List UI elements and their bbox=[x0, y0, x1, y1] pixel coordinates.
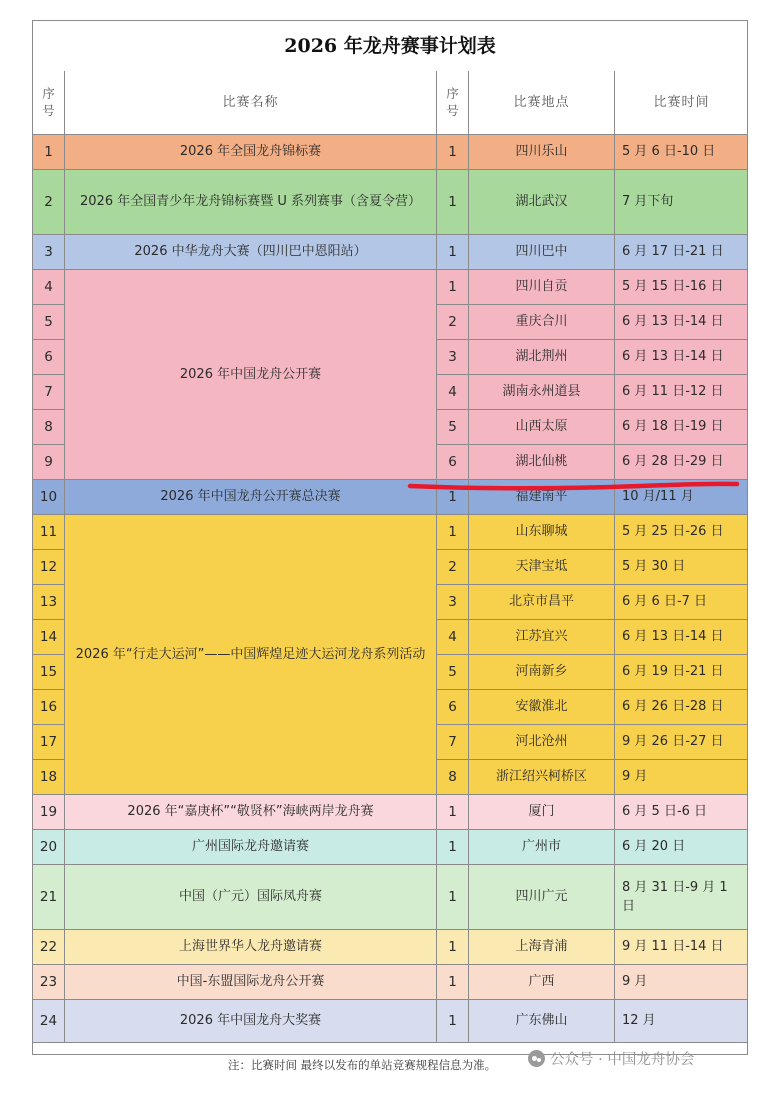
header-time: 比赛时间 bbox=[615, 71, 748, 135]
row-number: 3 bbox=[33, 235, 65, 270]
row-number: 16 bbox=[33, 690, 65, 725]
sub-number: 1 bbox=[437, 270, 469, 305]
sub-number: 6 bbox=[437, 690, 469, 725]
location-cell: 四川广元 bbox=[469, 865, 615, 930]
header-location: 比赛地点 bbox=[469, 71, 615, 135]
sub-number: 1 bbox=[437, 930, 469, 965]
location-cell: 福建南平 bbox=[469, 480, 615, 515]
row-number: 24 bbox=[33, 1000, 65, 1043]
time-cell: 5 月 15 日-16 日 bbox=[615, 270, 748, 305]
row-number: 10 bbox=[33, 480, 65, 515]
sub-number: 1 bbox=[437, 135, 469, 170]
location-cell: 山东聊城 bbox=[469, 515, 615, 550]
row-number: 8 bbox=[33, 410, 65, 445]
time-cell: 6 月 6 日-7 日 bbox=[615, 585, 748, 620]
time-cell: 9 月 bbox=[615, 760, 748, 795]
location-cell: 安徽淮北 bbox=[469, 690, 615, 725]
sub-number: 1 bbox=[437, 865, 469, 930]
row-number: 14 bbox=[33, 620, 65, 655]
row-number: 22 bbox=[33, 930, 65, 965]
sub-number: 3 bbox=[437, 585, 469, 620]
sub-number: 7 bbox=[437, 725, 469, 760]
location-cell: 上海青浦 bbox=[469, 930, 615, 965]
row-number: 19 bbox=[33, 795, 65, 830]
row-number: 9 bbox=[33, 445, 65, 480]
time-cell: 8 月 31 日-9 月 1 日 bbox=[615, 865, 748, 930]
event-name-cell: 2026 年“嘉庚杯”“敬贤杯”海峡两岸龙舟赛 bbox=[65, 795, 437, 830]
time-cell: 6 月 17 日-21 日 bbox=[615, 235, 748, 270]
sub-number: 4 bbox=[437, 375, 469, 410]
time-cell: 6 月 13 日-14 日 bbox=[615, 620, 748, 655]
sub-number: 5 bbox=[437, 410, 469, 445]
time-cell: 6 月 28 日-29 日 bbox=[615, 445, 748, 480]
row-number: 1 bbox=[33, 135, 65, 170]
row-number: 5 bbox=[33, 305, 65, 340]
header-seq: 序 号 bbox=[33, 71, 65, 135]
row-number: 4 bbox=[33, 270, 65, 305]
sub-number: 1 bbox=[437, 235, 469, 270]
location-cell: 厦门 bbox=[469, 795, 615, 830]
event-name-cell: 2026 年全国青少年龙舟锦标赛暨 U 系列赛事（含夏令营） bbox=[65, 170, 437, 235]
sub-number: 3 bbox=[437, 340, 469, 375]
location-cell: 江苏宜兴 bbox=[469, 620, 615, 655]
event-name-cell: 2026 年中国龙舟公开赛 bbox=[65, 270, 437, 480]
sub-number: 1 bbox=[437, 1000, 469, 1043]
location-cell: 天津宝坻 bbox=[469, 550, 615, 585]
location-cell: 四川乐山 bbox=[469, 135, 615, 170]
time-cell: 9 月 bbox=[615, 965, 748, 1000]
location-cell: 河南新乡 bbox=[469, 655, 615, 690]
time-cell: 6 月 18 日-19 日 bbox=[615, 410, 748, 445]
page-title: 2026 年龙舟赛事计划表 bbox=[33, 21, 747, 72]
footnote: 注：比赛时间 最终以发布的单站竞赛规程信息为准。 bbox=[228, 1058, 497, 1072]
sub-number: 1 bbox=[437, 480, 469, 515]
row-number: 17 bbox=[33, 725, 65, 760]
location-cell: 山西太原 bbox=[469, 410, 615, 445]
row-number: 20 bbox=[33, 830, 65, 865]
event-name-cell: 中国（广元）国际凤舟赛 bbox=[65, 865, 437, 930]
time-cell: 9 月 11 日-14 日 bbox=[615, 930, 748, 965]
sub-number: 1 bbox=[437, 170, 469, 235]
watermark-text: 公众号 · 中国龙舟协会 bbox=[550, 1052, 695, 1068]
event-name-cell: 中国-东盟国际龙舟公开赛 bbox=[65, 965, 437, 1000]
sub-number: 1 bbox=[437, 515, 469, 550]
location-cell: 浙江绍兴柯桥区 bbox=[469, 760, 615, 795]
schedule-table bbox=[32, 20, 748, 1055]
time-cell: 9 月 26 日-27 日 bbox=[615, 725, 748, 760]
row-number: 7 bbox=[33, 375, 65, 410]
event-name-cell: 广州国际龙舟邀请赛 bbox=[65, 830, 437, 865]
row-number: 11 bbox=[33, 515, 65, 550]
location-cell: 湖南永州道县 bbox=[469, 375, 615, 410]
row-number: 21 bbox=[33, 865, 65, 930]
row-number: 18 bbox=[33, 760, 65, 795]
event-name-cell: 2026 年“行走大运河”——中国辉煌足迹大运河龙舟系列活动 bbox=[65, 515, 437, 795]
sub-number: 5 bbox=[437, 655, 469, 690]
time-cell: 5 月 30 日 bbox=[615, 550, 748, 585]
sub-number: 1 bbox=[437, 830, 469, 865]
time-cell: 5 月 6 日-10 日 bbox=[615, 135, 748, 170]
wechat-icon bbox=[528, 1050, 545, 1067]
event-name-cell: 2026 年中国龙舟公开赛总决赛 bbox=[65, 480, 437, 515]
time-cell: 6 月 26 日-28 日 bbox=[615, 690, 748, 725]
header-sub-seq: 序 号 bbox=[437, 71, 469, 135]
event-name-cell: 2026 中华龙舟大赛（四川巴中恩阳站） bbox=[65, 235, 437, 270]
time-cell: 6 月 13 日-14 日 bbox=[615, 305, 748, 340]
watermark bbox=[528, 1048, 694, 1069]
location-cell: 湖北仙桃 bbox=[469, 445, 615, 480]
sub-number: 8 bbox=[437, 760, 469, 795]
sub-number: 4 bbox=[437, 620, 469, 655]
event-name-cell: 上海世界华人龙舟邀请赛 bbox=[65, 930, 437, 965]
header-name: 比赛名称 bbox=[65, 71, 437, 135]
time-cell: 6 月 20 日 bbox=[615, 830, 748, 865]
location-cell: 湖北武汉 bbox=[469, 170, 615, 235]
sub-number: 2 bbox=[437, 550, 469, 585]
location-cell: 广西 bbox=[469, 965, 615, 1000]
location-cell: 重庆合川 bbox=[469, 305, 615, 340]
row-number: 15 bbox=[33, 655, 65, 690]
time-cell: 5 月 25 日-26 日 bbox=[615, 515, 748, 550]
row-number: 6 bbox=[33, 340, 65, 375]
location-cell: 广州市 bbox=[469, 830, 615, 865]
location-cell: 北京市昌平 bbox=[469, 585, 615, 620]
row-number: 12 bbox=[33, 550, 65, 585]
location-cell: 四川巴中 bbox=[469, 235, 615, 270]
time-cell: 7 月下旬 bbox=[615, 170, 748, 235]
time-cell: 6 月 13 日-14 日 bbox=[615, 340, 748, 375]
time-cell: 12 月 bbox=[615, 1000, 748, 1043]
time-cell: 10 月/11 月 bbox=[615, 480, 748, 515]
location-cell: 河北沧州 bbox=[469, 725, 615, 760]
event-name-cell: 2026 年中国龙舟大奖赛 bbox=[65, 1000, 437, 1043]
event-name-cell: 2026 年全国龙舟锦标赛 bbox=[65, 135, 437, 170]
row-number: 13 bbox=[33, 585, 65, 620]
location-cell: 湖北荆州 bbox=[469, 340, 615, 375]
time-cell: 6 月 5 日-6 日 bbox=[615, 795, 748, 830]
sub-number: 2 bbox=[437, 305, 469, 340]
sub-number: 1 bbox=[437, 795, 469, 830]
time-cell: 6 月 11 日-12 日 bbox=[615, 375, 748, 410]
location-cell: 广东佛山 bbox=[469, 1000, 615, 1043]
sub-number: 6 bbox=[437, 445, 469, 480]
row-number: 2 bbox=[33, 170, 65, 235]
time-cell: 6 月 19 日-21 日 bbox=[615, 655, 748, 690]
row-number: 23 bbox=[33, 965, 65, 1000]
location-cell: 四川自贡 bbox=[469, 270, 615, 305]
sub-number: 1 bbox=[437, 965, 469, 1000]
